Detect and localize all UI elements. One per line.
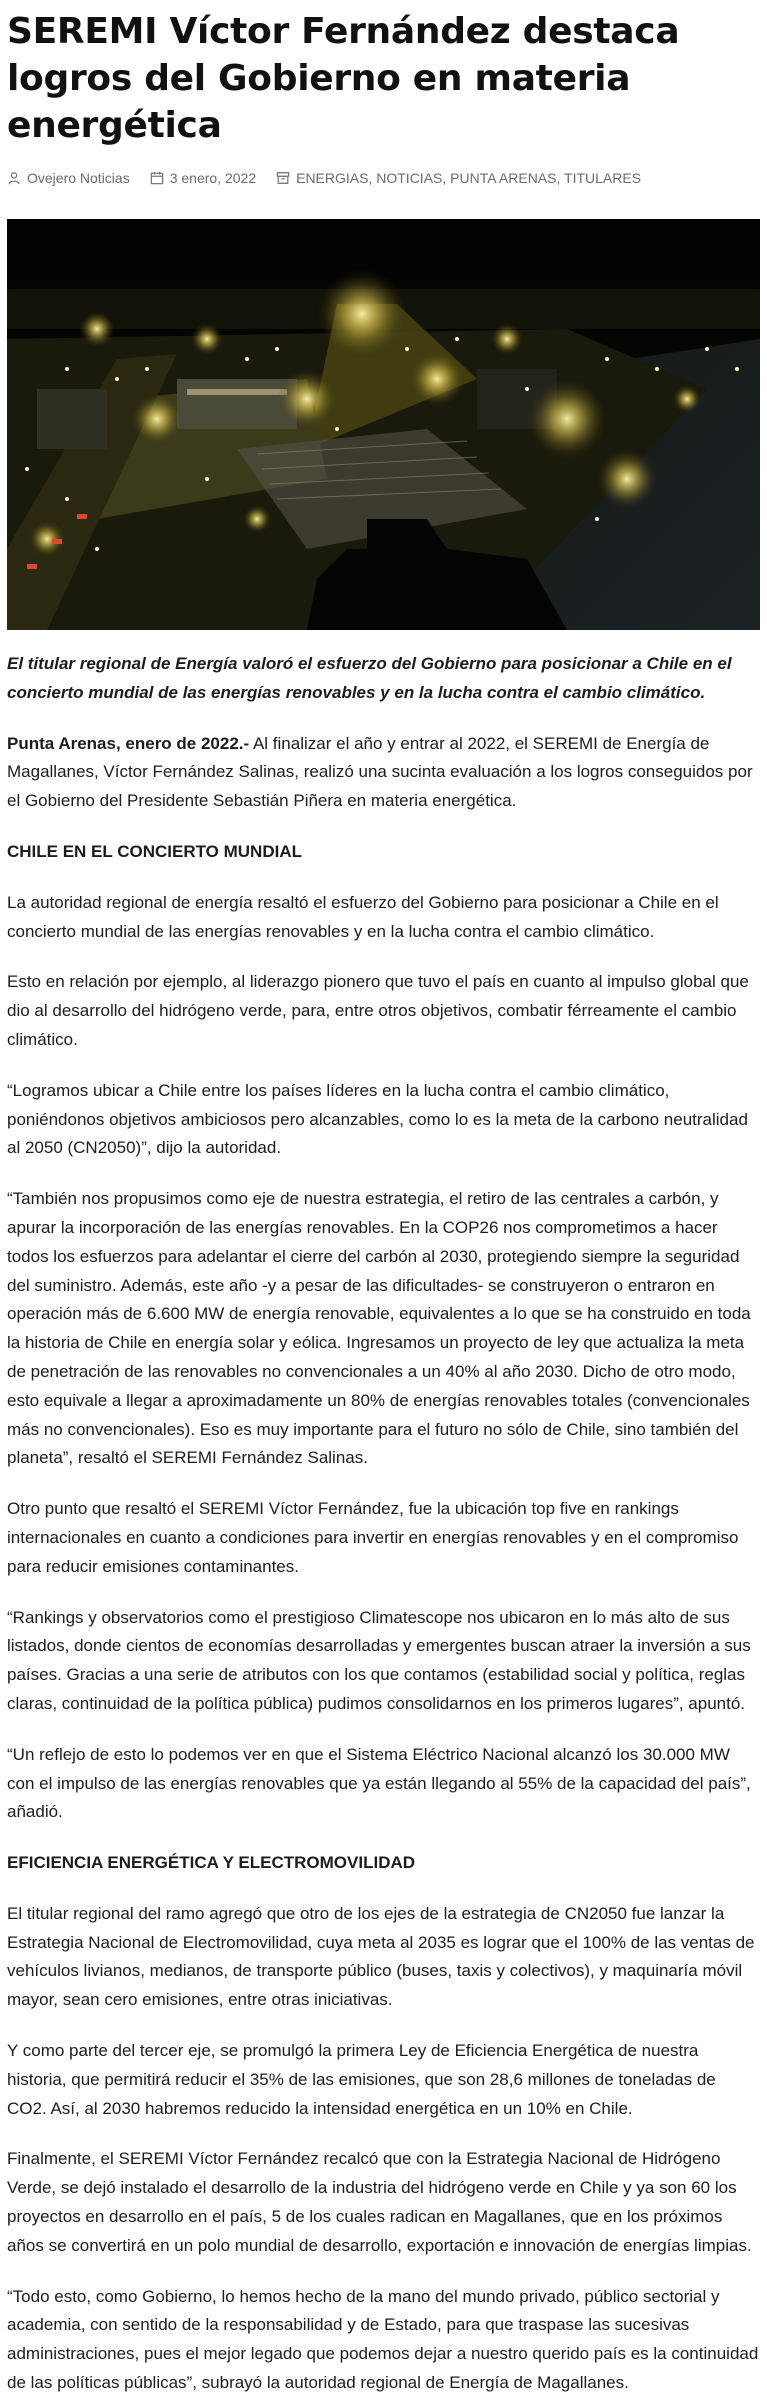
category-separator: , [368, 170, 377, 186]
calendar-icon [150, 171, 164, 185]
hero-image [7, 219, 760, 630]
date-link[interactable]: 3 enero, 2022 [169, 170, 257, 186]
category-separator: , [442, 170, 451, 186]
paragraph: Esto en relación por ejemplo, al liderazgo pionero que tuvo el país en cuanto al impulso global que dio al desarrollo del hidrógeno verde, para, entre otros objetivos, combatir férreamente el cambio climático. [7, 972, 749, 1049]
user-icon [7, 171, 21, 185]
author-meta[interactable] [7, 170, 130, 186]
intro-text: Al finalizar el año y entrar al 2022, el SEREMI de Energía de Magallanes, Víctor Fernández Salinas, realizó una sucinta evaluación a los logros conseguidos por el Gobierno del Presidente Sebastián Piñera en materia energética. [7, 733, 753, 811]
category-separator: , [556, 170, 565, 186]
author-link[interactable]: Ovejero Noticias [27, 170, 130, 186]
date-meta[interactable] [150, 170, 256, 186]
section-heading-eficiencia: EFICIENCIA ENERGÉTICA Y ELECTROMOVILIDAD [7, 1853, 416, 1873]
dateline: Punta Arenas, enero de 2022.- [7, 733, 250, 753]
paragraph: Otro punto que resaltó el SEREMI Víctor Fernández, fue la ubicación top five en rankings internacionales en cuanto a condiciones para invertir en energías renovables y en el compromiso para reducir emisiones contaminantes. [7, 1499, 739, 1576]
article-title: SEREMI Víctor Fernández destaca logros del Gobierno en materia energética [7, 11, 680, 146]
archive-icon [276, 171, 290, 185]
category-list [296, 170, 641, 186]
paragraph: Y como parte del tercer eje, se promulgó la primera Ley de Eficiencia Energética de nuestra historia, que permitirá reducir el 35% de las emisiones, que son 28,6 millones de toneladas de CO2. Así, al 2030 habremos reducido la intensidad energética en un 10% en Chile. [7, 2041, 716, 2118]
paragraph: La autoridad regional de energía resaltó el esfuerzo del Gobierno para posicionar a Chile en el concierto mundial de las energías renovables y en la lucha contra el cambio climático. [7, 892, 719, 941]
article-lead: El titular regional de Energía valoró el esfuerzo del Gobierno para posicionar a Chile en el concierto mundial de las energías renovables y en la lucha contra el cambio climático. [7, 654, 732, 702]
paragraph: “Rankings y observatorios como el prestigioso Climatescope nos ubicaron en lo más alto de sus listados, donde cientos de economías desarrolladas y emergentes buscan atraer la inversión a sus países. Gracias a una serie de atributos con los que contamos (estabilidad social y política, reglas claras, continuidad de la política pública) pudimos consolidarnos en los primeros lugares”, apuntó. [7, 1607, 751, 1713]
category-link[interactable]: PUNTA ARENAS [450, 170, 557, 186]
category-link[interactable]: TITULARES [564, 170, 642, 186]
paragraph: El titular regional del ramo agregó que otro de los ejes de la estrategia de CN2050 fue lanzar la Estrategia Nacional de Electromovilidad, cuya meta al 2035 es lograr que el 100% de las ventas de vehículos livianos, medianos, de transporte público (buses, taxis y colectivos), y maquinaría móvil mayor, sean cero emisiones, entre otras iniciativas. [7, 1903, 755, 2010]
article-body [7, 650, 760, 2398]
paragraph: “Todo esto, como Gobierno, lo hemos hecho de la mano del mundo privado, público sectorial y academia, con sentido de la responsabilidad y de Estado, para que traspase las sucesivas administraciones, pues el mejor legado que podemos dejar a nuestro querido país es la continuidad de las políticas públicas”, subrayó la autoridad regional de Energía de Magallanes. [7, 2286, 759, 2393]
paragraph: “También nos propusimos como eje de nuestra estrategia, el retiro de las centrales a carbón, y apurar la incorporación de las energías renovables. En la COP26 nos comprometimos a hacer todos los esfuerzos para adelantar el cierre del carbón al 2030, protegiendo siempre la seguridad del suministro. Además, este año -y a pesar de las dificultades- se construyeron o entraron en operación más de 6.600 MW de energía renovable, equivalentes a lo que se ha construido en toda la historia de Chile en energía solar y eólica. Ingresamos un proyecto de ley que actualiza la meta de penetración de las renovables no convencionales a un 40% al año 2030. Dicho de otro modo, esto equivale a llegar a aproximadamente un 80% de energías renovables totales (convencionales más no convencionales). Eso es muy importante para el futuro no sólo de Chile, sino también del planeta”, resaltó el SEREMI Fernández Salinas. [7, 1189, 751, 1468]
article [0, 8, 767, 2398]
intro-paragraph [7, 730, 760, 816]
paragraph: “Un reflejo de esto lo podemos ver en que el Sistema Eléctrico Nacional alcanzó los 30.000 MW con el impulso de las energías renovables que ya están llegando al 55% de la capacidad del país”, añadió. [7, 1744, 751, 1822]
categories-meta [276, 170, 641, 186]
paragraph: “Logramos ubicar a Chile entre los países líderes en la lucha contra el cambio climático, poniéndonos objetivos ambiciosos pero alcanzables, como lo es la meta de la carbono neutralidad al 2050 (CN2050)”, dijo la autoridad. [7, 1080, 748, 1158]
category-link[interactable]: ENERGIAS [296, 170, 369, 186]
section-heading-concierto: CHILE EN EL CONCIERTO MUNDIAL [7, 841, 302, 861]
category-link[interactable]: NOTICIAS [376, 170, 443, 186]
paragraph: Finalmente, el SEREMI Víctor Fernández recalcó que con la Estrategia Nacional de Hidrógeno Verde, se dejó instalado el desarrollo de la industria del hidrógeno verde en Chile y ya son 60 los proyectos en desarrollo en el país, 5 de los cuales radican en Magallanes, que en los próximos años se convertirá en un polo mundial de desarrollo, exportación e innovación de energías limpias. [7, 2149, 752, 2255]
article-meta [7, 167, 760, 189]
